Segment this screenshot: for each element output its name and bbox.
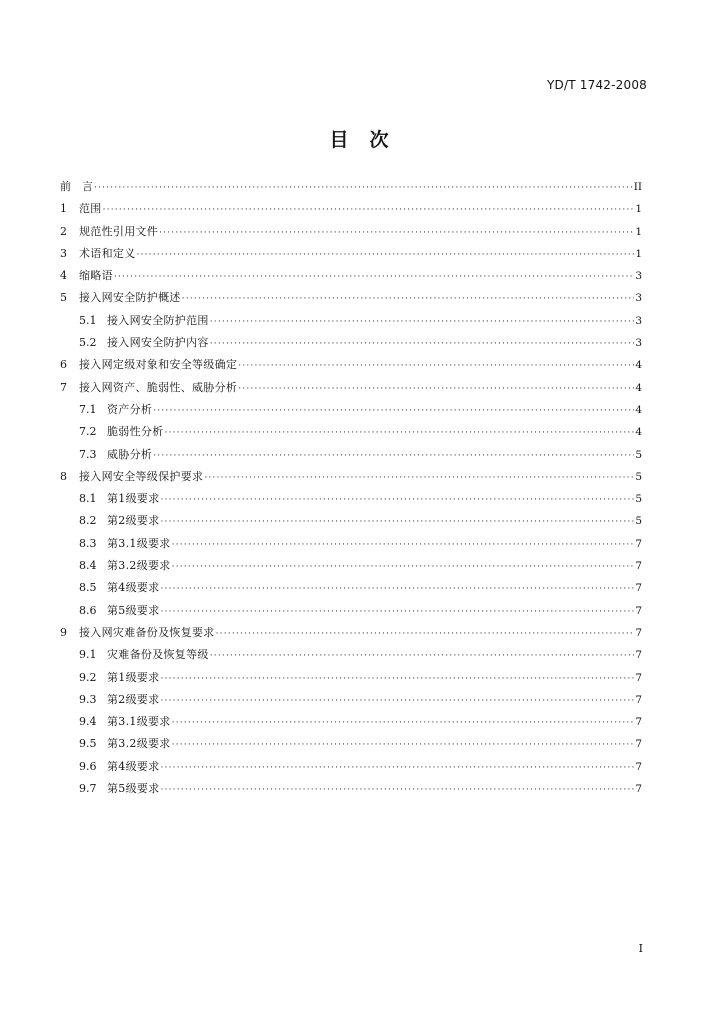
toc-entry-number: 9 xyxy=(60,625,67,639)
toc-entry[interactable] xyxy=(60,423,642,445)
toc-entry-page: 7 xyxy=(635,560,642,573)
toc-leader-dots xyxy=(137,250,635,260)
toc-entry[interactable] xyxy=(60,401,642,423)
toc-leader-dots xyxy=(161,696,635,706)
toc-entry-page: 7 xyxy=(635,738,642,751)
toc-entry[interactable] xyxy=(60,557,642,579)
toc-entry-label: 接入网安全防护概述 xyxy=(79,291,181,305)
toc-entry-number: 7.3 xyxy=(79,447,97,461)
toc-entry-number: 8.5 xyxy=(79,581,97,595)
toc-entry[interactable] xyxy=(60,735,642,757)
toc-entry[interactable] xyxy=(60,691,642,713)
toc-entry-page: 5 xyxy=(635,448,642,461)
toc-entry-page: 1 xyxy=(635,203,642,216)
toc-entry-number: 8.2 xyxy=(79,514,97,528)
toc-entry[interactable] xyxy=(60,602,642,624)
toc-entry-label: 资产分析 xyxy=(107,402,153,416)
toc-entry-label: 术语和定义 xyxy=(79,246,136,260)
toc-entry-number: 9.3 xyxy=(79,692,97,706)
toc-leader-dots xyxy=(103,205,635,215)
toc-entry-label: 第4级要求 xyxy=(107,759,160,773)
toc-entry[interactable] xyxy=(60,289,642,311)
toc-leader-dots xyxy=(172,718,635,728)
toc-entry-label: 第3.2级要求 xyxy=(107,559,171,573)
toc-entry-number: 7.2 xyxy=(79,425,97,439)
toc-entry-number: 5 xyxy=(60,291,67,305)
toc-entry-label: 脆弱性分析 xyxy=(107,425,164,439)
toc-leader-dots xyxy=(238,361,634,371)
toc-entry[interactable] xyxy=(60,312,642,334)
toc-entry-page: 5 xyxy=(635,470,642,483)
toc-entry[interactable] xyxy=(60,646,642,668)
toc-entry-label: 接入网灾难备份及恢复要求 xyxy=(79,625,215,639)
toc-entry-page: 4 xyxy=(635,403,642,416)
toc-entry-page: 7 xyxy=(635,582,642,595)
toc-entry-number: 9.6 xyxy=(79,759,97,773)
toc-entry-label: 第3.1级要求 xyxy=(107,715,171,729)
toc-entry-page: 1 xyxy=(635,225,642,238)
toc-entry-label: 威胁分析 xyxy=(107,447,153,461)
toc-leader-dots xyxy=(161,584,635,594)
toc-entry-number: 7.1 xyxy=(79,402,97,416)
toc-leader-dots xyxy=(153,406,634,416)
document-code: YD/T 1742-2008 xyxy=(547,78,647,92)
toc-entry-number: 1 xyxy=(60,202,67,216)
toc-entry-page: 7 xyxy=(635,649,642,662)
toc-leader-dots xyxy=(210,317,635,327)
toc-entry-number: 9.4 xyxy=(79,715,97,729)
toc-entry-label: 缩略语 xyxy=(79,269,113,283)
toc-entry[interactable] xyxy=(60,624,642,646)
toc-entry-number: 9.1 xyxy=(79,648,97,662)
page-number: I xyxy=(638,942,643,955)
toc-entry-number: 7 xyxy=(60,380,67,394)
toc-entry-label: 范围 xyxy=(79,202,102,216)
toc-leader-dots xyxy=(161,785,635,795)
toc-leader-dots xyxy=(161,607,635,617)
toc-entry-page: 7 xyxy=(635,537,642,550)
toc-entry-page: 4 xyxy=(635,359,642,372)
toc-leader-dots xyxy=(204,473,634,483)
toc-entry-number: 6 xyxy=(60,358,67,372)
toc-entry[interactable] xyxy=(60,200,642,222)
toc-entry[interactable] xyxy=(60,579,642,601)
toc-entry-number: 8.6 xyxy=(79,603,97,617)
toc-entry-label: 灾难备份及恢复等级 xyxy=(107,648,209,662)
toc-leader-dots xyxy=(210,339,635,349)
toc-entry[interactable] xyxy=(60,223,642,245)
toc-entry-label: 第3.2级要求 xyxy=(107,737,171,751)
toc-entry-label: 接入网安全等级保护要求 xyxy=(79,469,204,483)
toc-entry-number: 8.4 xyxy=(79,559,97,573)
toc-entry-label: 第1级要求 xyxy=(107,492,160,506)
toc-entry[interactable] xyxy=(60,490,642,512)
toc-leader-dots xyxy=(161,495,635,505)
toc-entry-page: 3 xyxy=(635,270,642,283)
toc-entry[interactable] xyxy=(60,468,642,490)
toc-leader-dots xyxy=(238,384,634,394)
toc-entry-label: 第3.1级要求 xyxy=(107,536,171,550)
toc-leader-dots xyxy=(172,540,635,550)
toc-entry-number: 5.1 xyxy=(79,313,97,327)
toc-leader-dots xyxy=(94,183,633,193)
toc-entry[interactable] xyxy=(60,758,642,780)
toc-leader-dots xyxy=(161,674,635,684)
toc-entry-page: 7 xyxy=(635,716,642,729)
toc-leader-dots xyxy=(165,428,635,438)
toc-entry-label: 第5级要求 xyxy=(107,782,160,796)
toc-entry-label: 第2级要求 xyxy=(107,692,160,706)
toc-entry-page: 7 xyxy=(635,626,642,639)
toc-entry[interactable] xyxy=(60,535,642,557)
toc-entry[interactable] xyxy=(60,512,642,534)
toc-entry[interactable] xyxy=(60,446,642,468)
toc-entry-label: 接入网安全防护内容 xyxy=(107,336,209,350)
toc-entry-number: 前 言 xyxy=(60,180,93,193)
toc-entry-label: 接入网资产、脆弱性、威胁分析 xyxy=(79,380,238,394)
toc-entry-number: 9.5 xyxy=(79,737,97,751)
toc-leader-dots xyxy=(172,740,635,750)
toc-entry-page: 7 xyxy=(635,760,642,773)
toc-entry-number: 8.1 xyxy=(79,492,97,506)
toc-entry-page: 7 xyxy=(635,604,642,617)
table-of-contents xyxy=(60,178,642,802)
toc-entry-label: 第1级要求 xyxy=(107,670,160,684)
toc-leader-dots xyxy=(216,629,635,639)
toc-entry-label: 接入网定级对象和安全等级确定 xyxy=(79,358,238,372)
toc-leader-dots xyxy=(172,562,635,572)
toc-entry-number: 9.2 xyxy=(79,670,97,684)
toc-leader-dots xyxy=(210,651,635,661)
toc-entry[interactable] xyxy=(60,379,642,401)
toc-leader-dots xyxy=(159,228,634,238)
toc-entry-page: 7 xyxy=(635,671,642,684)
toc-entry[interactable] xyxy=(60,780,642,802)
toc-entry-page: 4 xyxy=(635,426,642,439)
toc-leader-dots xyxy=(161,517,635,527)
toc-entry-number: 9.7 xyxy=(79,782,97,796)
toc-entry-page: 7 xyxy=(635,783,642,796)
toc-entry-page: 3 xyxy=(635,337,642,350)
toc-entry-label: 规范性引用文件 xyxy=(79,224,159,238)
toc-leader-dots xyxy=(182,294,635,304)
toc-entry-page: 5 xyxy=(635,515,642,528)
toc-entry-page: 4 xyxy=(635,381,642,394)
toc-entry-page: 5 xyxy=(635,493,642,506)
toc-entry-number: 4 xyxy=(60,269,67,283)
toc-entry-number: 8 xyxy=(60,469,67,483)
toc-entry-page: II xyxy=(633,181,642,193)
toc-entry[interactable] xyxy=(60,669,642,691)
toc-entry-label: 第4级要求 xyxy=(107,581,160,595)
toc-entry[interactable] xyxy=(60,713,642,735)
toc-entry[interactable] xyxy=(60,334,642,356)
toc-entry-number: 8.3 xyxy=(79,536,97,550)
toc-entry-page: 3 xyxy=(635,292,642,305)
toc-title: 目 次 xyxy=(329,129,390,151)
toc-entry-page: 1 xyxy=(635,247,642,260)
toc-leader-dots xyxy=(161,763,635,773)
toc-entry-page: 3 xyxy=(635,314,642,327)
toc-entry-page: 7 xyxy=(635,693,642,706)
toc-entry[interactable] xyxy=(60,267,642,289)
toc-entry[interactable] xyxy=(60,356,642,378)
toc-entry-label: 接入网安全防护范围 xyxy=(107,313,209,327)
toc-entry[interactable] xyxy=(60,178,642,200)
toc-entry-number: 2 xyxy=(60,224,67,238)
toc-leader-dots xyxy=(153,451,634,461)
toc-entry[interactable] xyxy=(60,245,642,267)
toc-entry-number: 3 xyxy=(60,246,67,260)
toc-entry-label: 第5级要求 xyxy=(107,603,160,617)
toc-entry-label: 第2级要求 xyxy=(107,514,160,528)
toc-entry-number: 5.2 xyxy=(79,336,97,350)
toc-leader-dots xyxy=(114,272,634,282)
